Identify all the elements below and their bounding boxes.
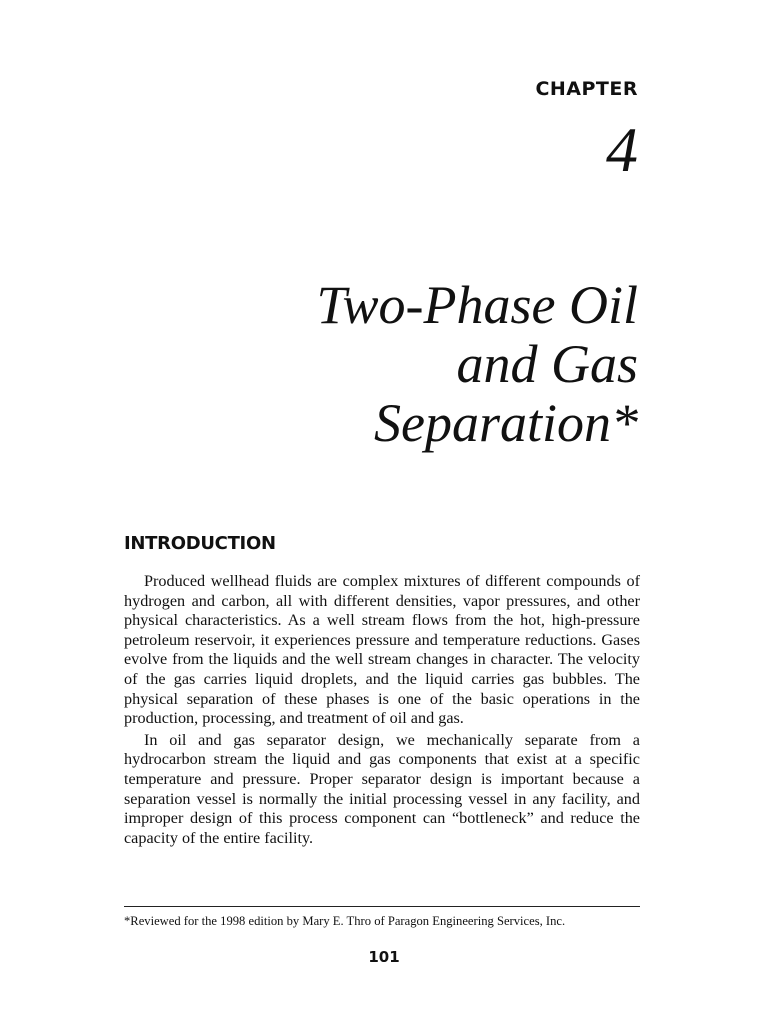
body-text <box>124 572 640 850</box>
chapter-number: 4 <box>606 114 638 185</box>
footnote-divider <box>124 906 640 907</box>
page-number: 101 <box>368 948 400 966</box>
paragraph: In oil and gas separator design, we mechanically separate from a hydrocarbon stream the liquid and gas components that exist at a specific temperature and pressure. Proper separator design is important because a separation vessel is normally the initial processing vessel in any facility, and improper design of this process component can “bottleneck” and reduce the capacity of the entire facility. <box>124 730 640 847</box>
chapter-title <box>138 276 638 453</box>
chapter-title-line: Separation* <box>374 393 638 453</box>
chapter-title-line: and Gas <box>456 334 638 394</box>
chapter-label: CHAPTER <box>535 78 638 100</box>
section-heading: INTRODUCTION <box>124 533 276 554</box>
chapter-title-line: Two-Phase Oil <box>316 275 638 335</box>
footnote: *Reviewed for the 1998 edition by Mary E. Thro of Paragon Engineering Services, Inc. <box>124 914 566 928</box>
paragraph: Produced wellhead fluids are complex mixtures of different compounds of hydrogen and carbon, all with different densities, vapor pressures, and other physical characteristics. As a well stream flows from the hot, high-pressure petroleum reservoir, it experiences pressure and temperature reductions. Gases evolve from the liquids and the well stream changes in character. The velocity of the gas carries liquid droplets, and the liquid carries gas bubbles. The physical separation of these phases is one of the basic operations in the production, processing, and treatment of oil and gas. <box>124 572 640 728</box>
